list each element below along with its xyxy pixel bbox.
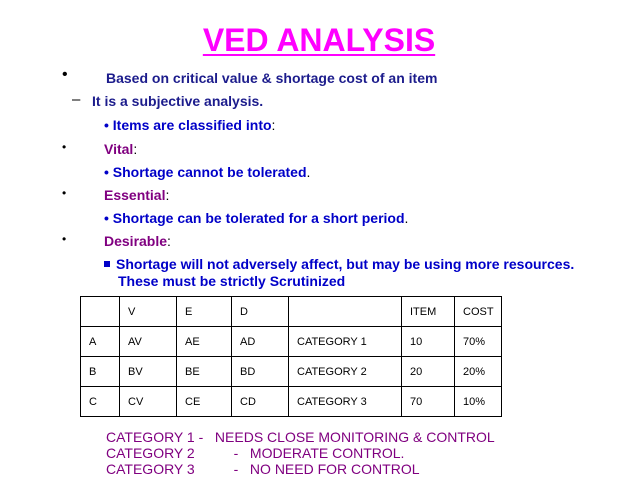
table-cell: CE <box>177 387 232 417</box>
page-title: VED ANALYSIS <box>202 22 436 58</box>
table-cell: COST <box>455 297 502 327</box>
table-row <box>81 357 502 387</box>
table-cell: ITEM <box>402 297 455 327</box>
classified-line: • Items are classified into: <box>104 117 276 133</box>
category-note: CATEGORY 1 - NEEDS CLOSE MONITORING & CONTROL <box>106 429 495 445</box>
desirable-desc-line <box>104 256 574 272</box>
table-cell: AD <box>232 327 289 357</box>
vital-desc-line: • Shortage cannot be tolerated. <box>104 164 311 180</box>
table-cell: B <box>81 357 120 387</box>
subjective-text: It is a subjective analysis. <box>92 93 264 109</box>
vital-line: Vital: <box>104 141 138 157</box>
table-cell: D <box>232 297 289 327</box>
ved-abc-matrix <box>80 296 502 417</box>
table-cell: AE <box>177 327 232 357</box>
classified-text: Items are classified into <box>112 117 272 133</box>
table-cell: CATEGORY 3 <box>289 387 402 417</box>
table-cell <box>81 297 120 327</box>
table-row <box>81 327 502 357</box>
essential-desc: Shortage can be tolerated for a short period <box>112 210 405 226</box>
table-row <box>81 387 502 417</box>
table-cell: V <box>120 297 177 327</box>
table-cell: BE <box>177 357 232 387</box>
desirable-line: Desirable: <box>104 233 171 249</box>
table-cell: CV <box>120 387 177 417</box>
desirable-label: Desirable <box>104 233 168 249</box>
table-cell: BV <box>120 357 177 387</box>
bullet-icon: • <box>62 186 67 200</box>
dot-bullet-icon: • <box>104 164 113 180</box>
dot-bullet-icon: • <box>104 117 113 133</box>
table-cell: CATEGORY 1 <box>289 327 402 357</box>
table-cell: 70% <box>455 327 502 357</box>
table-cell: 10 <box>402 327 455 357</box>
essential-desc-line: • Shortage can be tolerated for a short period. <box>104 210 409 226</box>
bullet-icon: • <box>62 66 68 83</box>
category-note: CATEGORY 2 - MODERATE CONTROL. <box>106 445 405 461</box>
table-cell: 10% <box>455 387 502 417</box>
vital-label: Vital <box>104 141 134 157</box>
bullet-icon: • <box>62 232 67 246</box>
essential-label: Essential <box>104 187 166 203</box>
table-cell: AV <box>120 327 177 357</box>
essential-line: Essential: <box>104 187 170 203</box>
vital-desc: Shortage cannot be tolerated <box>112 164 307 180</box>
table-cell: 20 <box>402 357 455 387</box>
table-row <box>81 297 502 327</box>
table-cell <box>289 297 402 327</box>
table-cell: BD <box>232 357 289 387</box>
table-cell: CD <box>232 387 289 417</box>
bullet-icon: • <box>62 140 67 154</box>
table-cell: CATEGORY 2 <box>289 357 402 387</box>
dot-bullet-icon: • <box>104 210 113 226</box>
table-cell: E <box>177 297 232 327</box>
table-cell: C <box>81 387 120 417</box>
dash-icon: – <box>72 91 81 108</box>
table-cell: A <box>81 327 120 357</box>
desirable-desc-1: Shortage will not adversely affect, but may be using more resources. <box>116 256 575 272</box>
category-note: CATEGORY 3 - NO NEED FOR CONTROL <box>106 461 420 477</box>
table-cell: 70 <box>402 387 455 417</box>
desirable-desc-2: These must be strictly Scrutinized <box>118 273 346 289</box>
intro-text: Based on critical value & shortage cost of an item <box>106 70 438 86</box>
square-bullet-icon <box>104 261 110 267</box>
table-cell: 20% <box>455 357 502 387</box>
